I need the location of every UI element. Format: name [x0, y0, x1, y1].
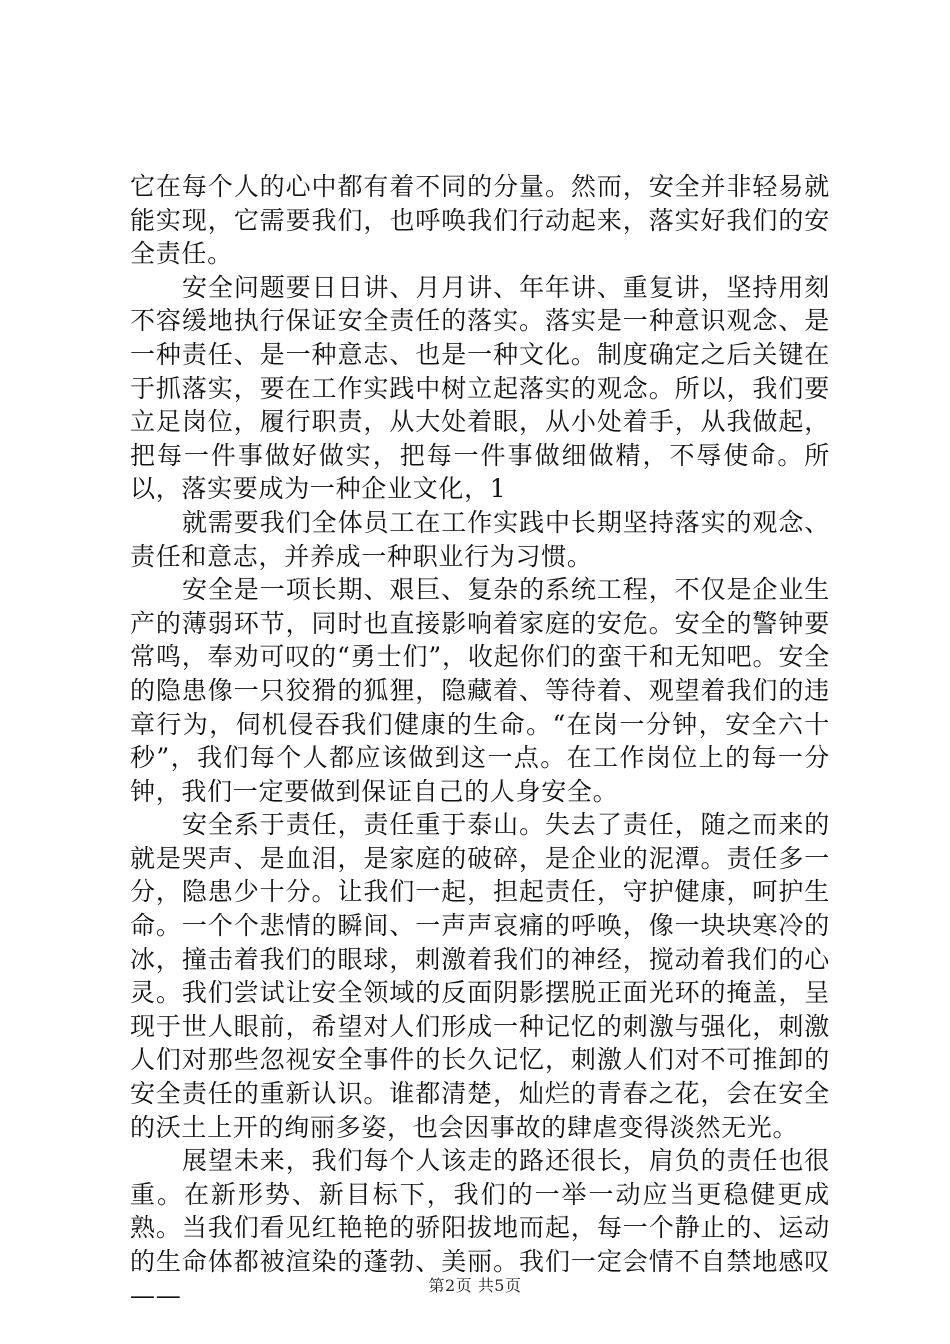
- paragraph-6: 展望未来，我们每个人该走的路还很长，肩负的责任也很重。在新形势、新目标下，我们的一举一动应当更稳健更成熟。当我们看见红艳艳的骄阳拔地而起，每一个静止的、运动的生命体都被渲染的蓬勃、美丽。我们一定会情不自禁地感叹——: [130, 1146, 830, 1310]
- paragraph-1: 它在每个人的心中都有着不同的分量。然而，安全并非轻易就能实现，它需要我们，也呼唤我们行动起来，落实好我们的安全责任。: [130, 172, 830, 269]
- paragraph-4: 安全是一项长期、艰巨、复杂的系统工程，不仅是企业生产的薄弱环节，同时也直接影响着家庭的安危。安全的警钟要常鸣，奉劝可叹的“勇士们”，收起你们的蛮干和无知吧。安全的隐患像一只狡猾的狐狸，隐藏着、等待着、观望着我们的违章行为，伺机侵吞我们健康的生命。“在岗一分钟，安全六十秒”，我们每个人都应该做到这一点。在工作岗位上的每一分钟，我们一定要做到保证自己的人身安全。: [130, 575, 830, 806]
- paragraph-5: 安全系于责任，责任重于泰山。失去了责任，随之而来的就是哭声、是血泪，是家庭的破碎，是企业的泥潭。责任多一分，隐患少十分。让我们一起，担起责任，守护健康，呵护生命。一个个悲情的瞬间、一声声哀痛的呼唤，像一块块寒冷的冰，撞击着我们的眼球，刺激着我们的神经，搅动着我们的心灵。我们尝试让安全领域的反面阴影摆脱正面光环的掩盖，呈现于世人眼前，希望对人们形成一种记忆的刺激与强化，刺激人们对那些忽视安全事件的长久记忆，刺激人们对不可推卸的安全责任的重新认识。谁都清楚，灿烂的青春之花，会在安全的沃土上开的绚丽多姿，也会因事故的肆虐变得淡然无光。: [130, 810, 830, 1142]
- document-body: [130, 170, 830, 1312]
- paragraph-2: 安全问题要日日讲、月月讲、年年讲、重复讲，坚持用刻不容缓地执行保证安全责任的落实。落实是一种意识观念、是一种责任、是一种意志、也是一种文化。制度确定之后关键在于抓落实，要在工作实践中树立起落实的观念。所以，我们要立足岗位，履行职责，从大处着眼，从小处着手，从我做起，把每一件事做好做实，把每一件事做细做精，不辱使命。所以，落实要成为一种企业文化，1: [130, 272, 830, 504]
- paragraph-3: 就需要我们全体员工在工作实践中长期坚持落实的观念、责任和意志，并养成一种职业行为习惯。: [130, 507, 830, 571]
- page-number-footer: 第2页 共5页: [428, 1276, 522, 1295]
